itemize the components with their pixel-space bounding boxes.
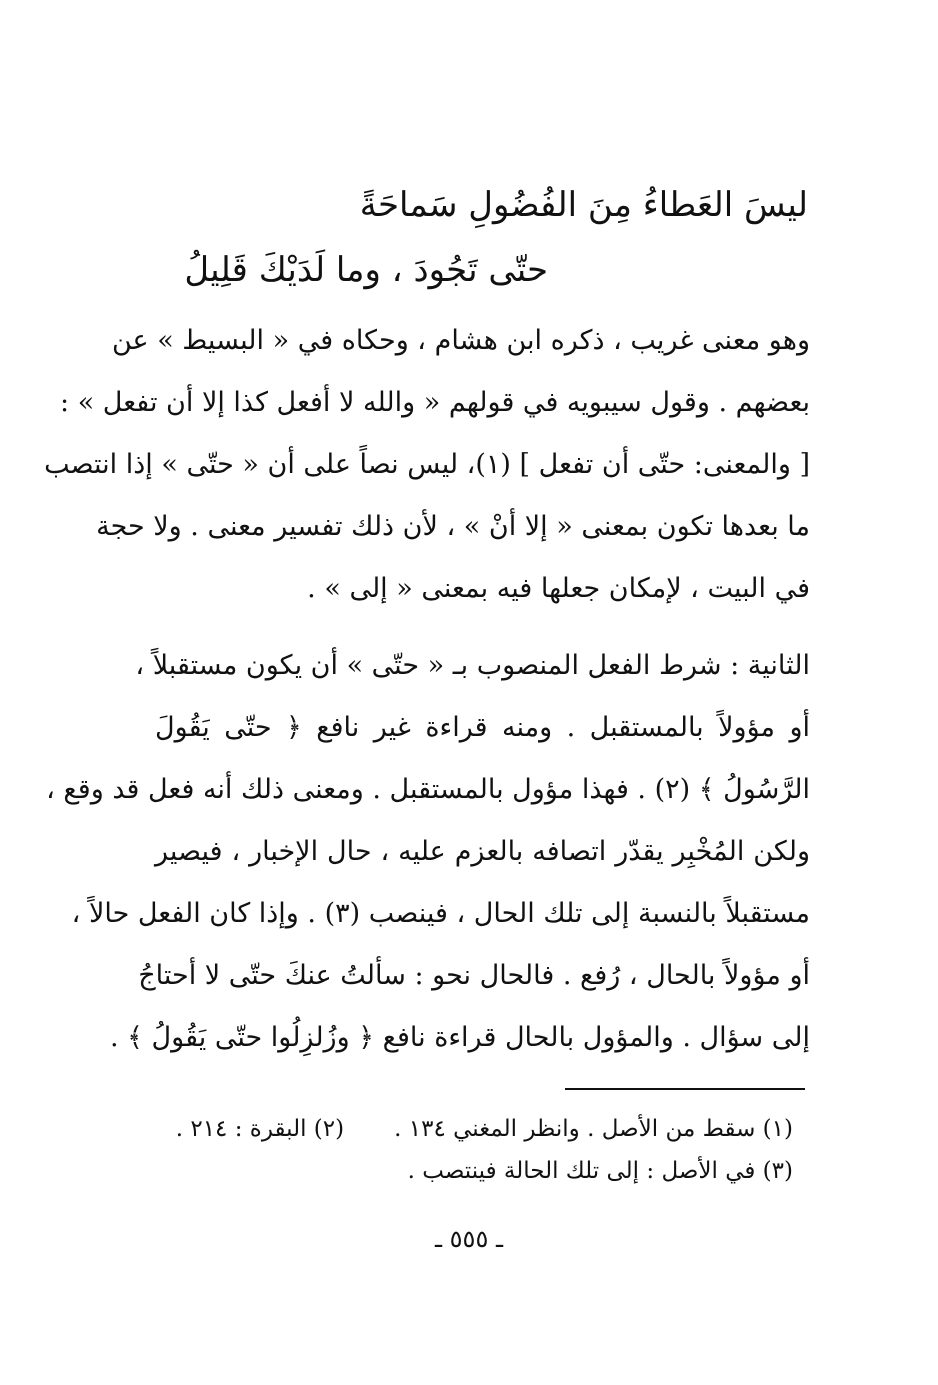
footnote-2: (٢) البقرة : ٢١٤ . [175,1116,345,1142]
footnote-1: (١) سقط من الأصل . وانظر المغني ١٣٤ . [394,1116,793,1142]
text-line: أو مؤولاً بالحال ، رُفع . فالحال نحو : سألتُ عنكَ حتّى لا أحتاجُ [138,960,810,991]
verse-line-1: ليسَ العَطاءُ مِنَ الفُضُولِ سَماحَةً [359,185,808,225]
footnote-3: (٣) في الأصل : إلى تلك الحالة فينتصب . [407,1158,793,1184]
text-line: أو مؤولاً بالمستقبل . ومنه قراءة غير نافع ﴿ حتّى يَقُولَ [155,712,810,743]
text-line: الرَّسُولُ ﴾ (٢) . فهذا مؤول بالمستقبل . ومعنى ذلك أنه فعل قد وقع ، [46,774,810,805]
text-line: ما بعدها تكون بمعنى « إلا أنْ » ، لأن ذلك تفسير معنى . ولا حجة [96,511,810,542]
footnote-row [176,1108,793,1150]
text-line: ولكن المُخْبِر يقدّر اتصافه بالعزم عليه ، حال الإخبار ، فيصير [155,836,810,867]
text-line: في البيت ، لإمكان جعلها فيه بمعنى « إلى » . [307,573,810,604]
text-line: الثانية : شرط الفعل المنصوب بـ « حتّى » أن يكون مستقبلاً ، [135,650,810,681]
text-line: [ والمعنى: حتّى أن تفعل ] (١)، ليس نصاً على أن « حتّى » إذا انتصب [44,449,810,480]
text-line: مستقبلاً بالنسبة إلى تلك الحال ، فينصب (٣) . وإذا كان الفعل حالاً ، [71,898,810,929]
footnote-row [176,1150,793,1192]
paragraph-2 [46,635,810,1069]
text-line: وهو معنى غريب ، ذكره ابن هشام ، وحكاه في « البسيط » عن [111,325,810,356]
text-line: بعضهم . وقول سيبويه في قولهم « والله لا أفعل كذا إلا أن تفعل » : [60,387,810,418]
footnotes [176,1108,793,1192]
text-line: إلى سؤال . والمؤول بالحال قراءة نافع ﴿ وزُلزِلُوا حتّى يَقُولُ ﴾ . [109,1022,810,1053]
page-number: ـ ٥٥٥ ـ [434,1225,503,1253]
verse-line-2: حتّى تَجُودَ ، وما لَدَيْكَ قَلِيلُ [184,250,548,290]
paragraph-1 [44,310,810,620]
footnote-separator [565,1088,805,1090]
